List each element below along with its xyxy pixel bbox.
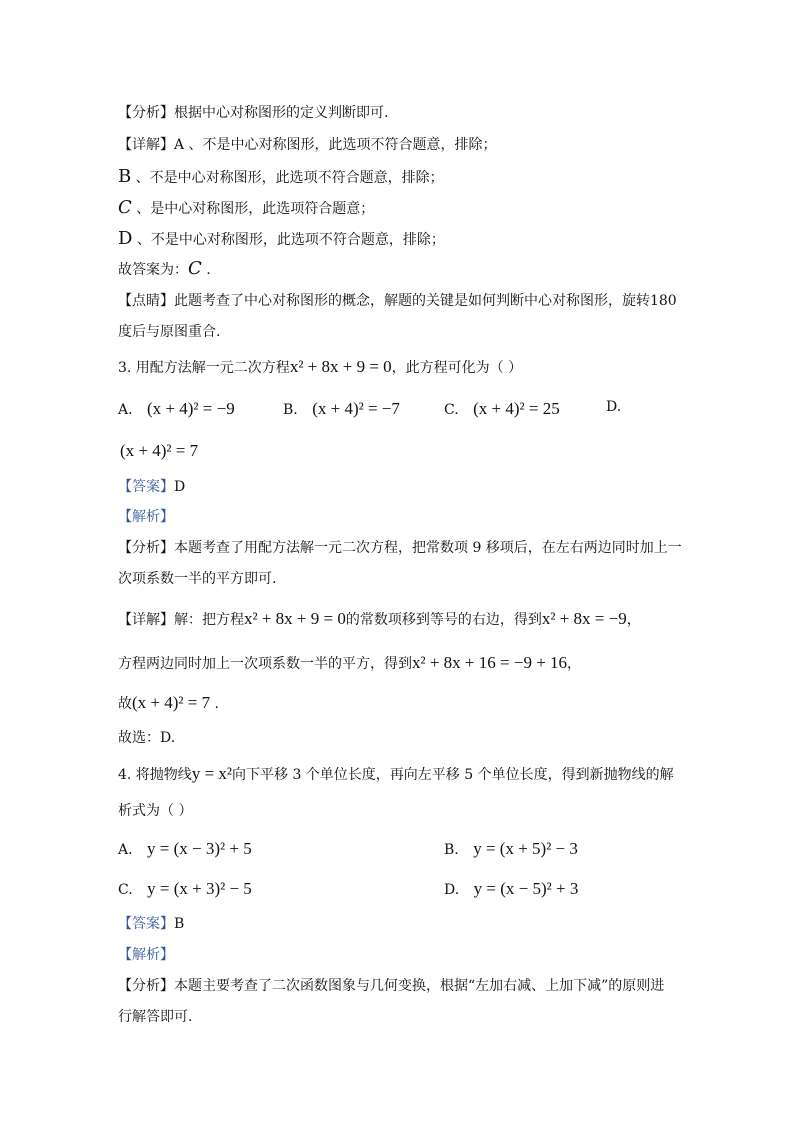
q2-comment-line1: 【点睛】此题考查了中心对称图形的概念，解题的关键是如何判断中心对称图形，旋转180 [118,293,677,309]
q2-detail-d-letter: D [118,228,133,249]
q2-detail-c [118,199,374,217]
q4-stem-line2: 析式为（ ） [118,803,193,819]
q2-answer-letter: C [188,258,202,279]
q3-answer [118,480,185,494]
q3-detail3-equation: (x + 4)² = 7 [132,693,211,712]
q2-answer [118,260,211,278]
q3-option-b-expr: (x + 4)² = −7 [312,399,400,418]
q3-choose: 故选：D. [118,730,176,746]
q3-option-c-label: C. [444,402,459,418]
q3-detail2-prefix: 方程两边同时加上一次项系数一半的平方，得到 [118,656,412,672]
q3-option-a [118,400,235,417]
q4-analysis-line1: 【分析】本题主要考查了二次函数图象与几何变换，根据“左加右减、上加下减”的原则进 [118,978,665,994]
q3-detail2-equation: x² + 8x + 16 = −9 + 16 [412,653,568,672]
q3-detail1-suffix: ， [626,612,641,628]
q4-analysis-line2: 行解答即可. [118,1009,193,1025]
q3-detail2-suffix: ， [567,656,582,672]
q2-detail-c-letter: C [118,197,132,218]
q3-detail3-suffix: . [210,696,219,712]
q4-option-c-label: C. [118,882,133,898]
q3-option-d-expr: (x + 4)² = 7 [120,441,199,460]
q4-option-b [444,840,578,857]
q4-stem-prefix: 4. 将抛物线 [118,767,192,783]
q4-stem-line1 [118,765,674,782]
q3-option-c-expr: (x + 4)² = 25 [473,399,560,418]
q4-stem-suffix: 向下平移 3 个单位长度，再向左平移 5 个单位长度，得到新抛物线的解 [232,767,674,783]
q2-detail-b-letter: B [118,166,132,187]
q4-option-a-label: A. [118,842,133,858]
q3-solution-tag: 【解析】 [118,509,174,525]
q4-stem-equation: y = x² [191,764,232,783]
q3-detail3-prefix: 故 [118,696,132,712]
q2-detail-a: 【详解】A 、不是中心对称图形，此选项不符合题意，排除； [118,137,497,153]
q4-answer [118,917,184,931]
q4-answer-tag: 【答案】 [118,916,174,932]
q3-answer-value: D [174,479,186,495]
q3-stem [118,358,522,375]
q2-detail-b-text: 、不是中心对称图形，此选项不符合题意，排除； [131,170,444,186]
q3-detail-line1 [118,610,641,627]
q3-option-a-expr: (x + 4)² = −9 [147,399,235,418]
q2-detail-d-text: 、不是中心对称图形，此选项不符合题意，排除； [132,232,445,248]
q2-comment-line2: 度后与原图重合. [118,324,221,340]
q3-answer-tag: 【答案】 [118,479,174,495]
q4-option-b-expr: y = (x + 5)² − 3 [473,839,578,858]
q3-option-b [283,400,400,417]
q4-option-a [118,840,252,857]
q4-answer-value: B [174,916,185,932]
q4-option-c [118,880,252,897]
q3-detail1-equation2: x² + 8x = −9 [541,609,627,628]
q3-option-d-label: D. [606,399,622,415]
q3-detail1-mid: 的常数项移到等号的右边，得到 [345,612,542,628]
q3-stem-prefix: 3. 用配方法解一元二次方程 [118,360,290,376]
q3-option-c [444,400,560,417]
q4-option-d [444,880,578,897]
q2-answer-prefix: 故答案为： [118,262,188,278]
q3-detail-line3 [118,694,219,711]
q2-answer-suffix: . [201,262,211,278]
q4-solution-tag: 【解析】 [118,947,174,963]
q3-stem-suffix: ，此方程可化为（ ） [391,360,523,376]
q3-stem-equation: x² + 8x + 9 = 0 [289,357,392,376]
q3-analysis-line2: 次项系数一半的平方即可. [118,571,277,587]
q3-detail1-prefix: 【详解】解：把方程 [118,612,244,628]
q4-option-c-expr: y = (x + 3)² − 5 [147,879,252,898]
q3-option-b-label: B. [283,402,298,418]
q2-analysis: 【分析】根据中心对称图形的定义判断即可. [118,105,389,121]
q4-option-d-label: D. [444,882,460,898]
q4-option-a-expr: y = (x − 3)² + 5 [147,839,252,858]
q3-analysis-line1: 【分析】本题考查了用配方法解一元二次方程，把常数项 9 移项后，在左右两边同时加上一 [118,540,682,556]
q3-option-a-label: A. [118,402,133,418]
q4-option-d-expr: y = (x − 5)² + 3 [473,879,579,898]
q3-detail1-equation: x² + 8x + 9 = 0 [244,609,346,628]
q2-detail-d [118,230,445,248]
q4-option-b-label: B. [444,842,459,858]
q2-detail-c-text: 、是中心对称图形，此选项符合题意； [131,201,375,217]
q2-detail-b [118,168,444,186]
q3-detail-line2 [118,654,581,671]
